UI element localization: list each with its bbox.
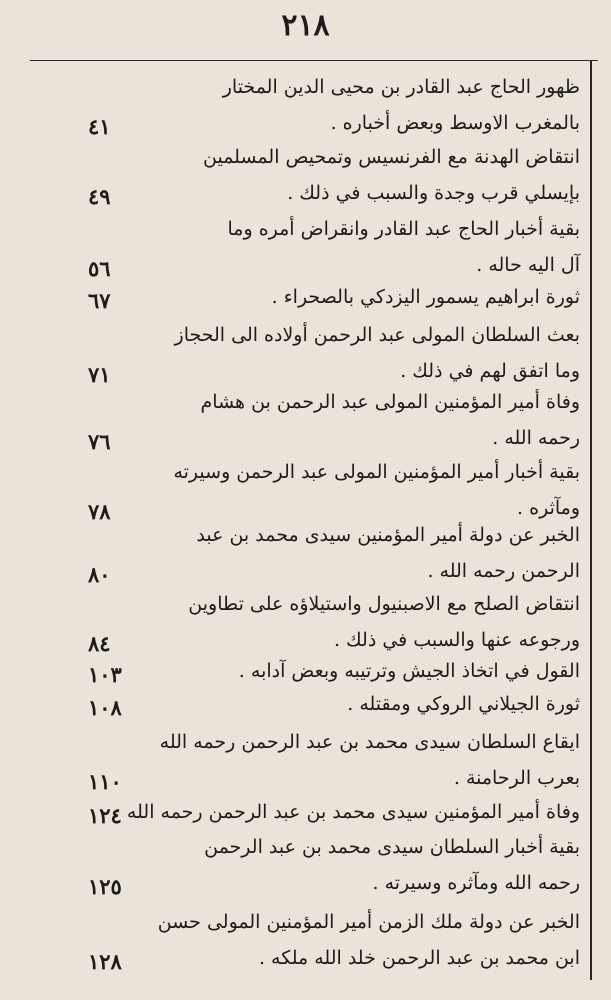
toc-entry-line: بقية أخبار السلطان سيدى محمد بن عبد الرحمن [204, 836, 580, 858]
toc-entry-line: بقية أخبار أمير المؤمنين المولى عبد الرحمن وسيرته [173, 461, 580, 483]
toc-page-number: ٧٦ [88, 429, 111, 454]
toc-page-number: ١٠٣ [88, 662, 122, 687]
toc-page-number: ٤١ [88, 114, 111, 139]
toc-entry-line: انتقاض الهدنة مع الفرنسيس وتمحيص المسلمين [203, 146, 580, 168]
toc-entry-line: بقية أخبار الحاج عبد القادر وانقراض أمره وما [227, 218, 580, 240]
toc-entry-line: ايقاع السلطان سيدى محمد بن عبد الرحمن رحمه الله [159, 731, 580, 753]
toc-page-number: ١٢٤ [88, 803, 122, 828]
toc-entry-line: رحمه الله . [492, 427, 580, 449]
margin-rule [590, 60, 592, 980]
toc-entry-line: بالمغرب الاوسط وبعض أخباره . [330, 112, 580, 134]
toc-entry-line: رحمه الله ومآثره وسيرته . [372, 872, 580, 894]
toc-page-number: ١٢٨ [88, 949, 122, 974]
toc-page-number: ١١٠ [88, 769, 122, 794]
toc-page-number: ١٢٥ [88, 874, 122, 899]
toc-page-number: ٨٠ [88, 562, 111, 587]
toc-entry-line: وفاة أمير المؤمنين المولى عبد الرحمن بن هشام [200, 391, 580, 413]
toc-entry-line: انتقاض الصلح مع الاصبنيول واستيلاؤه على تطاوين [188, 593, 580, 615]
toc-entry-line: بعرب الرحامنة . [453, 767, 580, 789]
toc-entry-line: الخبر عن دولة أمير المؤمنين سيدى محمد بن عبد [196, 524, 580, 546]
toc-entry-line: ومآثره . [517, 497, 580, 519]
toc-entry-line: الرحمن رحمه الله . [427, 560, 580, 582]
page-number: ٢١٨ [281, 8, 330, 43]
toc-page-number: ١٠٨ [88, 695, 122, 720]
toc-page-number: ٥٦ [88, 256, 111, 281]
toc-entry-line: ورجوعه عنها والسبب في ذلك . [333, 629, 580, 651]
toc-entry-line: ثورة الجيلاني الروكي ومقتله . [347, 693, 580, 715]
toc-entry-line: آل اليه حاله . [476, 254, 580, 276]
toc-entry-line: بعث السلطان المولى عبد الرحمن أولاده الى الحجاز [174, 324, 580, 346]
toc-entry-line: ثورة ابراهيم يسمور اليزدكي بالصحراء . [271, 286, 580, 308]
toc-page-number: ٧٨ [88, 499, 111, 524]
toc-page-number: ٦٧ [88, 288, 111, 313]
toc-page-number: ٤٩ [88, 184, 111, 209]
toc-entry-line: وفاة أمير المؤمنين سيدى محمد بن عبد الرحمن رحمه الله [126, 801, 580, 823]
toc-entry-line: ظهور الحاج عبد القادر بن محيى الدين المختار [222, 76, 580, 98]
toc-page-number: ٧١ [88, 362, 111, 387]
toc-entry-line: القول في اتخاذ الجيش وترتيبه وبعض آدابه . [238, 660, 580, 682]
toc-entry-line: الخبر عن دولة ملك الزمن أمير المؤمنين المولى حسن [157, 911, 580, 933]
toc-entry-line: وما اتفق لهم في ذلك . [400, 360, 580, 382]
toc-page-number: ٨٤ [88, 631, 111, 656]
toc-entry-line: ابن محمد بن عبد الرحمن خلد الله ملكه . [258, 947, 580, 969]
toc-entry-line: بإيسلي قرب وجدة والسبب في ذلك . [287, 182, 580, 204]
